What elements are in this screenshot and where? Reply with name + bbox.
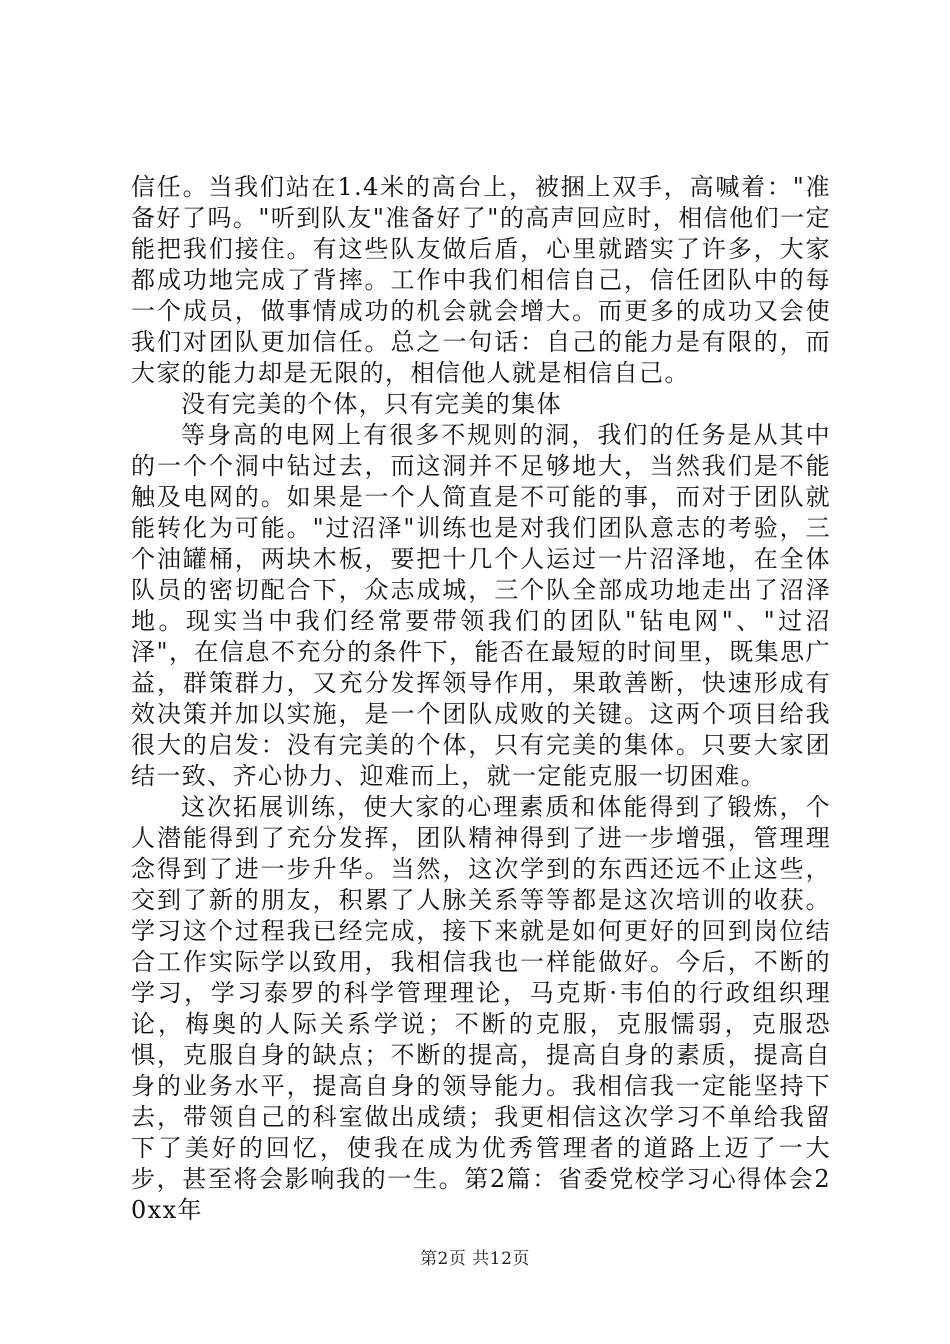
page-number-footer: 第2页 共12页 (420, 1249, 530, 1269)
section-heading-collective: 没有完美的个体，只有完美的集体 (181, 390, 562, 418)
paragraph-electric-net: 等身高的电网上有很多不规则的洞，我们的任务是从其中的一个个洞中钻过去，而这洞并不足够地大，当然我们是不能触及电网的。如果是一个人简直是不可能的事，而对于团队就能转化为可能。"过沼泽"训练也是对我们团队意志的考验，三个油罐桶，两块木板，要把十几个人运过一片沼泽地，在全体队员的密切配合下，众志成城，三个队全部成功地走出了沼泽地。现实当中我们经常要带领我们的团队"钻电网"、"过沼泽"，在信息不充分的条件下，能否在最短的时间里，既集思广益，群策群力，又充分发挥领导作用，果敢善断，快速形成有效决策并加以实施，是一个团队成败的关键。这两个项目给我很大的启发：没有完美的个体，只有完美的集体。只要大家团结一致、齐心协力、迎难而上，就一定能克服一切困难。 (131, 421, 831, 790)
document-body (131, 172, 831, 1226)
paragraph-conclusion: 这次拓展训练，使大家的心理素质和体能得到了锻炼，个人潜能得到了充分发挥，团队精神得到了进一步增强，管理理念得到了进一步升华。当然，这次学到的东西还远不止这些，交到了新的朋友，积累了人脉关系等等都是这次培训的收获。学习这个过程我已经完成，接下来就是如何更好的回到岗位结合工作实际学以致用，我相信我也一样能做好。今后，不断的学习，学习泰罗的科学管理理论，马克斯·韦伯的行政组织理论，梅奥的人际关系学说；不断的克服，克服懦弱，克服恐惧，克服自身的缺点；不断的提高，提高自身的素质，提高自身的业务水平，提高自身的领导能力。我相信我一定能坚持下去，带领自己的科室做出成绩；我更相信这次学习不单给我留下了美好的回忆，使我在成为优秀管理者的道路上迈了一大步，甚至将会影响我的一生。第2篇：省委党校学习心得体会20xx年 (131, 793, 831, 1224)
paragraph-trust: 信任。当我们站在1.4米的高台上，被捆上双手，高喊着："准备好了吗。"听到队友"准备好了"的高声回应时，相信他们一定能把我们接住。有这些队友做后盾，心里就踏实了许多，大家都成功地完成了背摔。工作中我们相信自己，信任团队中的每一个成员，做事情成功的机会就会增大。而更多的成功又会使我们对团队更加信任。总之一句话：自己的能力是有限的，而大家的能力却是无限的，相信他人就是相信自己。 (131, 173, 831, 387)
